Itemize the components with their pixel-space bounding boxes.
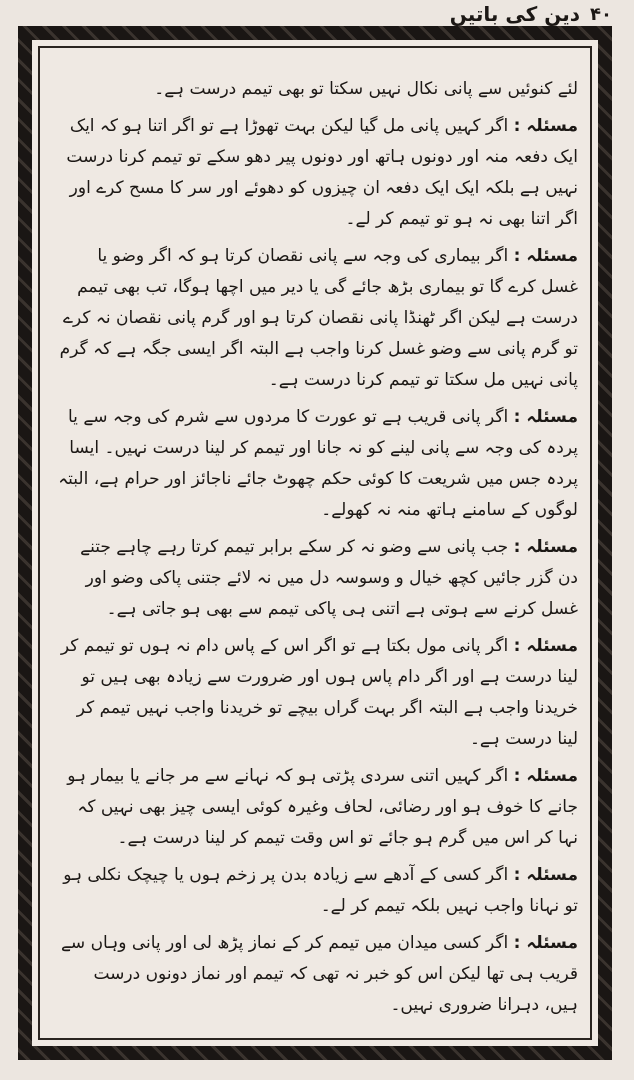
masala-text: اگر کسی کے آدھے سے زیادہ بدن پر زخم ہوں یا چیچک نکلی ہو تو نہانا واجب نہیں بلکہ تیمم کر لے۔ (63, 865, 578, 916)
masala-heading: مسئلہ : (513, 865, 578, 885)
masala-heading: مسئلہ : (513, 933, 578, 953)
masala-text: جب پانی سے وضو نہ کر سکے برابر تیمم کرتا رہے چاہے جتنے دن گزر جائیں کچھ خیال و وسوسہ دل میں نہ لائے جتنی پاکی وضو اور غسل کرنے سے ہوتی ہے اتنی ہی پاکی تیمم سے بھی ہو جاتی ہے۔ (80, 537, 578, 619)
masala-text: اگر کہیں اتنی سردی پڑتی ہو کہ نہانے سے مر جانے یا بیمار ہو جانے کا خوف ہو اور رضائی، لحاف وغیرہ کوئی ایسی چیز بھی نہیں کہ نہا کر اس میں گرم ہو جائے تو اس وقت تیمم کر لینا درست ہے۔ (67, 766, 578, 848)
running-title: دین کی باتیں (449, 2, 581, 26)
masala-text: اگر پانی قریب ہے تو عورت کا مردوں سے شرم کی وجہ سے یا پردہ کی وجہ سے پانی لینے کو نہ جانا اور تیمم کر لینا درست نہیں۔ ایسا پردہ جس میں شریعت کا کوئی حکم چھوٹ جائے ناجائز اور حرام ہے، البتہ لوگوں کے سامنے ہاتھ منہ نہ کھولے۔ (58, 407, 578, 520)
masala-heading: مسئلہ : (513, 116, 578, 136)
page-header (0, 0, 634, 28)
masala-paragraph (58, 860, 578, 922)
masala-paragraph (58, 761, 578, 854)
masala-paragraph (58, 241, 578, 396)
masala-paragraph (58, 532, 578, 625)
masala-heading: مسئلہ : (513, 246, 578, 266)
masala-text: اگر پانی مول بکتا ہے تو اگر اس کے پاس دام نہ ہوں تو تیمم کر لینا درست ہے اور اگر دام پاس ہوں اور ضرورت سے زیادہ بھی ہیں تو خریدنا واجب ہے البتہ اگر بہت گراں بیچے تو خریدنا واجب نہیں تیمم کر لینا درست ہے۔ (60, 636, 578, 749)
masala-paragraph (58, 402, 578, 526)
masala-text: اگر بیماری کی وجہ سے پانی نقصان کرتا ہو کہ اگر وضو یا غسل کرے گا تو بیماری بڑھ جائے گی یا دیر میں اچھا ہوگا، تب بھی تیمم درست ہے لیکن اگر ٹھنڈا پانی نقصان کرتا ہو اور گرم پانی نقصان نہ کرے تو گرم پانی سے وضو غسل کرنا واجب ہے البتہ اگر ایسی جگہ ہے کہ گرم پانی نہیں مل سکتا تو تیمم کرنا درست ہے۔ (59, 246, 578, 390)
masala-text: اگر کہیں پانی مل گیا لیکن بہت تھوڑا ہے تو اگر اتنا ہو کہ ایک ایک دفعہ منہ اور دونوں ہاتھ اور دونوں پیر دھو سکے تو تیمم کرنا درست نہیں ہے بلکہ ایک ایک دفعہ ان چیزوں کو دھوئے اور سر کا مسح کرے اور اگر اتنا بھی نہ ہو تو تیمم کر لے۔ (66, 116, 578, 229)
masala-heading: مسئلہ : (513, 407, 578, 427)
opening-line: لئے کنوئیں سے پانی نکال نہیں سکتا تو بھی تیمم درست ہے۔ (154, 79, 578, 99)
masala-heading: مسئلہ : (513, 766, 578, 786)
masala-paragraph (58, 631, 578, 755)
masala-text: اگر کسی میدان میں تیمم کر کے نماز پڑھ لی اور پانی وہاں سے قریب ہی تھا لیکن اس کو خبر نہ تھی کہ تیمم اور نماز دونوں درست ہیں، دہرانا ضروری نہیں۔ (60, 933, 578, 1015)
page-number: ۴۰ (590, 3, 612, 25)
masala-paragraph (58, 111, 578, 235)
masala-paragraph (58, 928, 578, 1021)
masala-heading: مسئلہ : (513, 636, 578, 656)
masala-heading: مسئلہ : (513, 537, 578, 557)
body-text (58, 74, 578, 1027)
